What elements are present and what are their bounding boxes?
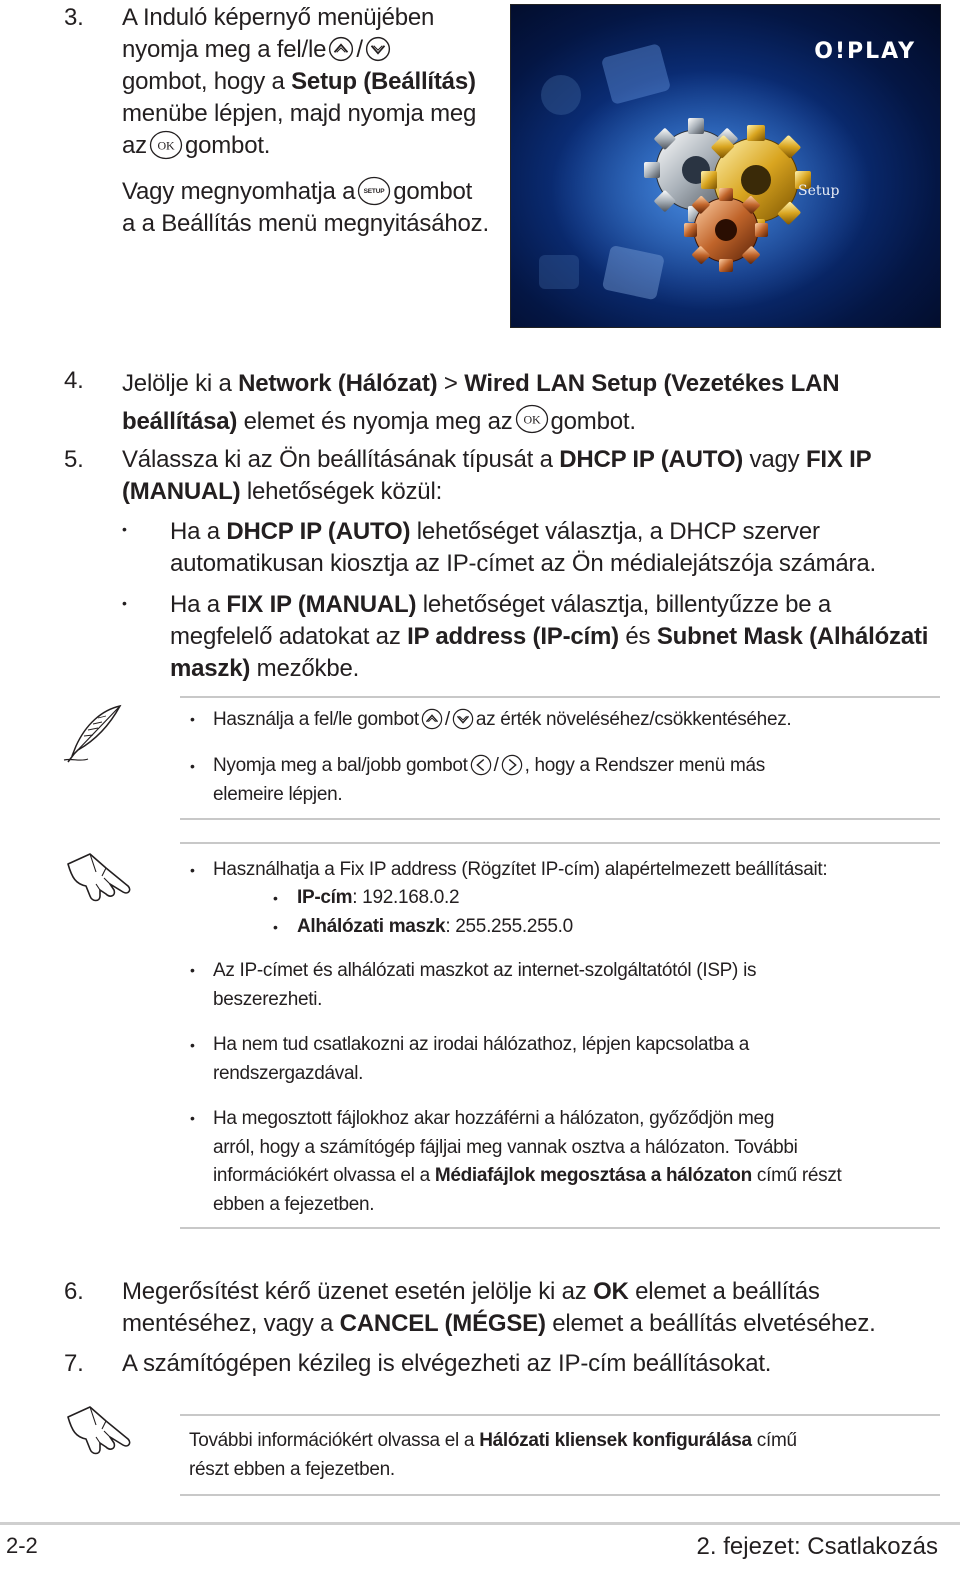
- bullet-dot: •: [190, 862, 195, 878]
- note-rule-top: [180, 1414, 940, 1416]
- step5-bullet2: Ha a FIX IP (MANUAL) lehetőséget választja, billentyűzze be a megfelelő adatokat az IP address (IP-cím) és Subnet Mask (Alhálózati maszk) mezőkbe.: [170, 591, 929, 682]
- step3-line4: menübe lépjen, majd nyomja meg: [122, 100, 477, 127]
- note2-mask: Alhálózati maszk: 255.255.255.0: [297, 916, 573, 937]
- note2-item4: Ha megosztott fájlokhoz akar hozzáférni a hálózaton, győződjön meg arról, hogy a számítógép fájljai meg vannak osztva a hálózaton. További információkért olvassa el a Médiafájlok megosztása a hálózaton című részt ebben a fejezetben.: [213, 1108, 842, 1215]
- pointing-hand-icon: [66, 1403, 136, 1459]
- step3-line5: az gombot.: [122, 132, 271, 159]
- note2-item1: Használhatja a Fix IP address (Rögzítet IP-cím) alapértelmezett beállításait:: [213, 859, 828, 880]
- oplay-logo: O!PLAY: [814, 39, 916, 64]
- note-rule-bottom: [180, 1227, 940, 1229]
- bullet-dot: •: [190, 962, 195, 978]
- note1-item2: Nyomja meg a bal/jobb gombot / , hogy a Rendszer menü más elemeire lépjen.: [213, 755, 765, 805]
- right-button-icon: [501, 754, 523, 776]
- down-button-icon: [452, 708, 474, 730]
- note1-item1: Használja a fel/le gombot / az érték növeléséhez/csökkentéséhez.: [213, 709, 792, 730]
- step3-line3: gombot, hogy a Setup (Beállítás): [122, 68, 476, 95]
- setup-menu-label: Setup: [798, 183, 840, 199]
- ok-button-icon: [515, 404, 549, 434]
- pointing-hand-icon: [66, 850, 136, 906]
- footer-rule: [0, 1522, 960, 1525]
- setup-button-icon: [357, 176, 391, 206]
- bullet-dot: •: [122, 521, 127, 537]
- note-rule-bottom: [180, 1494, 940, 1496]
- oplay-setup-screenshot: [510, 4, 941, 328]
- note3-text: További információkért olvassa el a Hálózati kliensek konfigurálása című részt ebben a fejezetben.: [189, 1430, 797, 1480]
- footer-page-number: 2-2: [6, 1533, 38, 1558]
- step3-number: 3.: [64, 4, 84, 31]
- note-rule-bottom: [180, 818, 940, 820]
- bullet-dot: •: [190, 758, 195, 774]
- bullet-dot: •: [190, 1037, 195, 1053]
- up-button-icon: [328, 36, 354, 62]
- bullet-dot: •: [273, 890, 278, 906]
- bullet-dot: •: [190, 1110, 195, 1126]
- step5-number: 5.: [64, 446, 84, 473]
- up-button-icon: [421, 708, 443, 730]
- step6-number: 6.: [64, 1278, 84, 1305]
- note2-ip: IP-cím: 192.168.0.2: [297, 887, 460, 908]
- down-button-icon: [365, 36, 391, 62]
- step3-line7: a a Beállítás menü megnyitásához.: [122, 210, 489, 237]
- step4-number: 4.: [64, 367, 84, 394]
- note2-item3: Ha nem tud csatlakozni az irodai hálózathoz, lépjen kapcsolatba a rendszergazdával.: [213, 1034, 750, 1084]
- bullet-dot: •: [190, 711, 195, 727]
- step5-text: Válassza ki az Ön beállításának típusát a DHCP IP (AUTO) vagy FIX IP (MANUAL) lehetőségek közül:: [122, 446, 872, 505]
- note-rule-top: [180, 842, 940, 844]
- step6-text: Megerősítést kérő üzenet esetén jelölje ki az OK elemet a beállítás mentéséhez, vagy a CANCEL (MÉGSE) elemet a beállítás elvetéséhez.: [122, 1278, 876, 1337]
- step3-line2: nyomja meg a fel/le /: [122, 34, 502, 66]
- bullet-dot: •: [273, 919, 278, 935]
- step7-text: A számítógépen kézileg is elvégezheti az IP-cím beállításokat.: [122, 1350, 772, 1377]
- footer-chapter-title: 2. fejezet: Csatlakozás: [696, 1533, 938, 1560]
- ok-button-icon: [149, 130, 183, 160]
- step3-line1: A Induló képernyő menüjében: [122, 4, 435, 31]
- note2-item2: Az IP-címet és alhálózati maszkot az internet-szolgáltatótól (ISP) is beszerezheti.: [213, 960, 757, 1010]
- left-button-icon: [470, 754, 492, 776]
- note-rule-top: [180, 696, 940, 698]
- bullet-dot: •: [122, 595, 127, 611]
- step3-text: [122, 2, 502, 240]
- step3-line6: Vagy megnyomhatja a gombot: [122, 178, 473, 205]
- step4-text: Jelölje ki a Network (Hálózat) > Wired LAN Setup (Vezetékes LAN beállítása) elemet és nyomja meg az gombot.: [122, 370, 840, 435]
- step7-number: 7.: [64, 1350, 84, 1377]
- step5-bullet1: Ha a DHCP IP (AUTO) lehetőséget választja, a DHCP szerver automatikusan kiosztja az IP-címet az Ön médialejátszója számára.: [170, 518, 876, 577]
- feather-pen-icon: [62, 702, 126, 766]
